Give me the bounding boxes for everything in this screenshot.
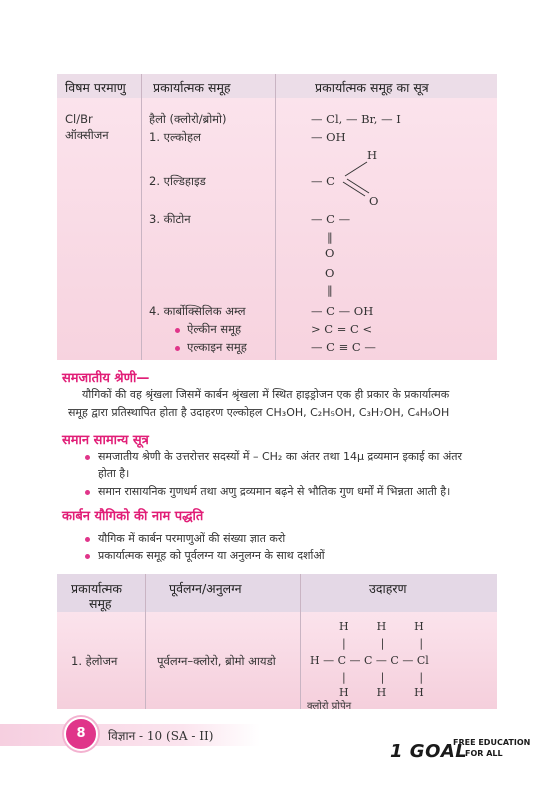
hetero-atom-oxygen: ऑक्सीजन xyxy=(65,128,109,142)
structure-bottom-bonds: | | | xyxy=(342,671,424,684)
section-heading-homologous: समजातीय श्रेणी— xyxy=(62,371,150,386)
group-alkene: ऐल्कीन समूह xyxy=(187,322,242,336)
formula-ketone: — C — xyxy=(311,212,351,226)
formula-ketone-bond: ‖ xyxy=(327,230,333,244)
formula-halo: — Cl, — Br, — I xyxy=(311,112,401,126)
formula-acid-oxygen: O xyxy=(325,266,335,280)
header-group-formula: प्रकार्यात्मक समूह का सूत्र xyxy=(315,80,429,95)
group-aldehyde: 2. एल्डिहाइड xyxy=(149,174,206,188)
group-halo: हैलो (क्लोरो/ब्रोमो) xyxy=(149,112,227,126)
formula-acid-bond: ‖ xyxy=(327,283,333,297)
formula-aldehyde-c: — C xyxy=(311,174,335,188)
group-carboxylic-acid: 4. कार्बोक्सिलिक अम्ल xyxy=(149,304,246,318)
section-heading-nomenclature: कार्बन यौगिको की नाम पद्धति xyxy=(62,509,204,524)
section-heading-general-formula: समान सामान्य सूत्र xyxy=(62,433,149,448)
bullet-icon xyxy=(85,455,90,460)
column-divider xyxy=(145,574,146,709)
header-functional-group-line2: समूह xyxy=(89,596,112,611)
header-functional-group: प्रकार्यात्मक xyxy=(71,581,123,596)
table-header-row xyxy=(57,574,497,612)
hetero-atom-halogen: Cl/Br xyxy=(65,112,93,126)
formula-alkene: > C = C < xyxy=(311,322,373,336)
homologous-text-line1: यौगिकों की वह श्रृंखला जिसमें कार्बन श्रृंखला में स्थित हाइड्रोजन एक ही प्रकार के प्रकार्यात्मक xyxy=(82,388,450,401)
bullet-icon xyxy=(85,490,90,495)
aldehyde-bonds xyxy=(339,160,379,198)
nomenclature-table xyxy=(57,574,497,712)
header-prefix-suffix: पूर्वलग्न/अनुलग्न xyxy=(169,581,242,596)
formula-ketone-oxygen: O xyxy=(325,246,335,260)
example-name: क्लोरो प्रोपेन xyxy=(307,701,352,712)
formula-acid: — C — OH xyxy=(311,304,374,318)
row-group-halogen: 1. हेलोजन xyxy=(71,654,118,668)
formula-aldehyde-o: O xyxy=(369,194,379,208)
table-body xyxy=(57,612,497,709)
formula-alkyne: — C ≡ C — xyxy=(311,340,376,354)
homologous-text-line2: समूह द्वारा प्रतिस्थापित होता है उदाहरण एल्कोहल CH₃OH, C₂H₅OH, C₃H₇OH, C₄H₉OH xyxy=(68,406,450,419)
column-divider xyxy=(275,74,276,360)
structure-top-bonds: | | | xyxy=(342,637,424,650)
group-ketone: 3. कीटोन xyxy=(149,212,191,226)
bullet-icon xyxy=(85,537,90,542)
header-functional-group: प्रकार्यात्मक समूह xyxy=(153,80,231,95)
header-example: उदाहरण xyxy=(369,581,407,596)
structure-bottom-h: H H H xyxy=(339,686,424,699)
general-formula-item: समजातीय श्रेणी के उत्तरोत्तर सदस्यों में – CH₂ का अंतर तथा 14μ द्रव्यमान इकाई का अंतर xyxy=(98,450,463,463)
formula-alcohol: — OH xyxy=(311,130,346,144)
column-divider xyxy=(300,574,301,709)
nomenclature-item: यौगिक में कार्बन परमाणुओं की संख्या ज्ञात करो xyxy=(98,532,286,545)
structure-top-h: H H H xyxy=(339,620,424,633)
group-alcohol: 1. एल्कोहल xyxy=(149,130,201,144)
nomenclature-item: प्रकार्यात्मक समूह को पूर्वलग्न या अनुलग्न के साथ दर्शाओं xyxy=(98,549,325,562)
header-hetero-atom: विषम परमाणु xyxy=(65,80,126,95)
column-divider xyxy=(141,74,142,360)
structure-chain: H — C — C — C — Cl xyxy=(310,654,429,667)
general-formula-item-cont: होता है। xyxy=(98,467,130,480)
row-prefix: पूर्वलग्न–क्लोरो, ब्रोमो आयडो xyxy=(157,654,276,668)
general-formula-item: समान रासायनिक गुणधर्म तथा अणु द्रव्यमान बढ़ने से भौतिक गुण धर्मों में भिन्नता आती है। xyxy=(98,485,451,498)
logo-text: 1 GOAL xyxy=(390,741,468,762)
bullet-icon xyxy=(175,328,180,333)
logo-tagline-line2: FOR ALL xyxy=(465,749,503,758)
group-alkyne: एल्काइन समूह xyxy=(187,340,247,354)
footer-subject: विज्ञान - 10 (SA - II) xyxy=(108,729,214,743)
table-body xyxy=(57,98,497,360)
formula-aldehyde-h: H xyxy=(367,148,378,162)
page-number-badge: 8 xyxy=(64,717,98,751)
logo-tagline-line1: FREE EDUCATION xyxy=(453,738,531,747)
bullet-icon xyxy=(85,554,90,559)
bullet-icon xyxy=(175,346,180,351)
functional-group-table xyxy=(57,74,497,360)
